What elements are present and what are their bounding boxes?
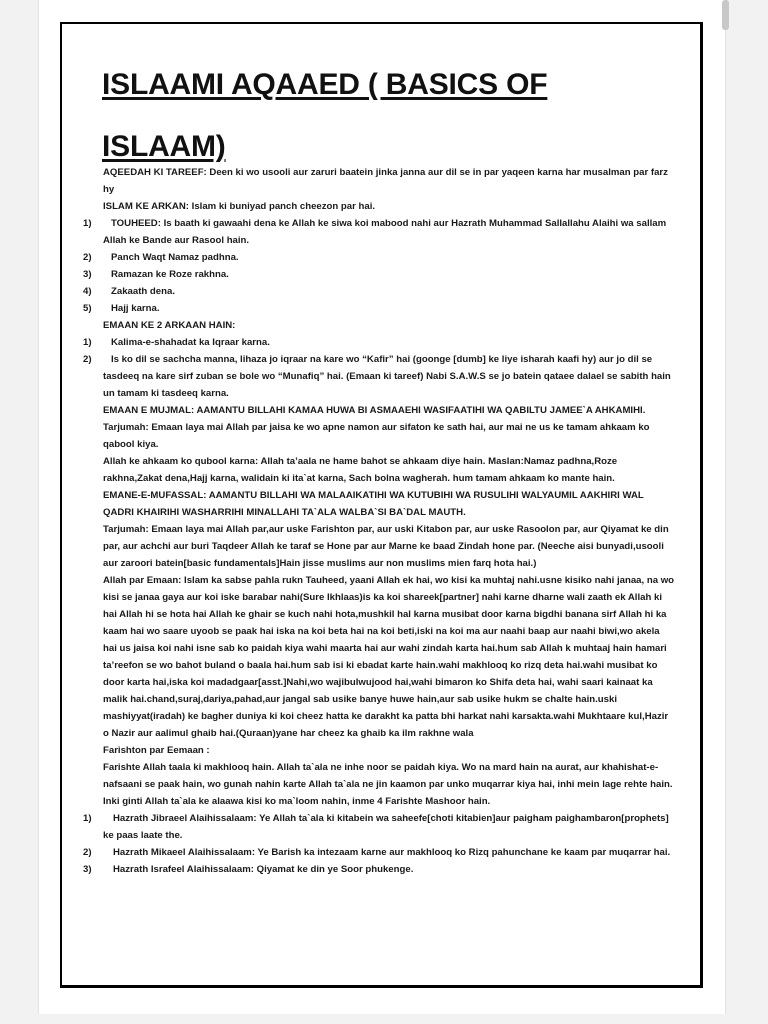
list-number: 1) bbox=[83, 337, 92, 348]
list-item bbox=[83, 351, 676, 402]
list-number: 2) bbox=[83, 252, 92, 263]
farishte-paragraph: Farishte Allah taala ki makhlooq hain. Allah ta`ala ne inhe noor se paidah kiya. Wo na mard hain na aurat, aur khahishat-e-nafsaani se paak hain, wo gunah nahin karte Allah ta`ala ne jin kaamon par unko muqarrar kiya hai, inhi mein lage rehte hain. Inki ginti Allah ta`ala ke alaawa kisi ko ma`loom nahin, inme 4 Farishte Mashoor hain. bbox=[103, 762, 673, 807]
list-number: 2) bbox=[83, 354, 92, 365]
tarjumah-mufassal: Tarjumah: Emaan laya mai Allah par,aur uske Farishton par, aur uski Kitabon par, aur uske Rasoolon par, aur Qiyamat ke din par, aur achchi aur buri Taqdeer Allah ke taraf se Hone par aur Marne ke baad Zindah hone par. (Neeche aisi bunyadi,usooli aur zaroori batein[basic fundamentals]Hain jisse muslims aur non muslims mien farq hota hai.) bbox=[103, 524, 669, 569]
farishton-heading: Farishton par Eemaan : bbox=[103, 745, 210, 756]
list-item bbox=[83, 334, 676, 351]
list-text: Is ko dil se sachcha manna, lihaza jo iqraar na kare wo “Kafir” hai (goonge [dumb] ke liye isharah kaafi hy) aur jo dil se tasdeeq na kare sirf zuban se bole wo “Munafiq” hai. (Emaan ki tareef) Nabi S.A.W.S se jo batein qataee dalael se sabith hain un tamam ki tasdeeq karna. bbox=[103, 354, 671, 399]
list-number: 3) bbox=[83, 864, 92, 875]
emaan-arkan-heading: EMAAN KE 2 ARKAAN HAIN: bbox=[103, 320, 236, 331]
list-number: 1) bbox=[83, 218, 92, 229]
list-item bbox=[83, 266, 676, 283]
list-item bbox=[83, 810, 676, 844]
list-text: Hazrath Mikaeel Alaihissalaam: Ye Barish ka intezaam karne aur makhlooq ko Rizq pahunchane ke kaam par muqarrar hai. bbox=[113, 847, 671, 858]
list-text: TOUHEED: Is baath ki gawaahi dena ke Allah ke siwa koi mabood nahi aur Hazrath Muhammad Sallallahu Alaihi wa sallam Allah ke Bande aur Rasool hain. bbox=[103, 218, 667, 246]
list-number: 4) bbox=[83, 286, 92, 297]
ahkaam-paragraph: Allah ke ahkaam ko qubool karna: Allah ta’aala ne hame bahot se ahkaam diye hain. Maslan:Namaz padhna,Roze rakhna,Zakat dena,Hajj karna, walidain ki ita`at karna, Sach bolna wagherah. hum tamam ahkaam ko mante hain. bbox=[103, 456, 618, 484]
list-text: Panch Waqt Namaz padhna. bbox=[111, 252, 239, 263]
list-item bbox=[83, 844, 676, 861]
list-text: Hazrath Israfeel Alaihissalaam: Qiyamat ke din ye Soor phukenge. bbox=[113, 864, 414, 875]
list-item bbox=[83, 300, 676, 317]
emaan-mujmal: EMAAN E MUJMAL: AAMANTU BILLAHI KAMAA HUWA BI ASMAAEHI WASIFAATIHI WA QABILTU JAMEE`A AHKAMIHI. bbox=[103, 405, 646, 416]
list-item bbox=[83, 215, 676, 249]
list-text: Hajj karna. bbox=[111, 303, 160, 314]
list-number: 2) bbox=[83, 847, 92, 858]
list-item bbox=[83, 283, 676, 300]
list-item bbox=[83, 861, 676, 878]
emaan-mufassal: EMANE-E-MUFASSAL: AAMANTU BILLAHI WA MALAAIKATIHI WA KUTUBIHI WA RUSULIHI WALYAUMIL AAKHIRI WAL QADRI KHAIRIHI WASHARRIHI MINALLAHI TA`ALA WALBA`SI BA`DAL MAUTH. bbox=[103, 490, 644, 518]
arkan-intro: ISLAM KE ARKAN: Islam ki buniyad panch cheezon par hai. bbox=[103, 201, 376, 212]
allah-par-emaan: Allah par Emaan: Islam ka sabse pahla rukn Tauheed, yaani Allah ek hai, wo kisi ka muhtaj nahi.usne kisiko nahi janaa, na wo kisi se janaa gaya aur koi iske barabar nahi(Sure Ikhlaas)is ka koi shareek[partner] nahi karne dharne wali zaath ek Allah ki hai Allah hi se hota hai Allah ke ghair se kuch nahi hota,mushkil hal karna musibat door karna bigdhi banana sirf Allah hi ka kaam hai wo saare uyoob se paak hai iska na koi beta hai na koi beti,iski na koi ma aur naahi baap aur naahi biwi,wo akela hai us jaisa koi nahi isne sab ko paidah kiya wahi maarta hai aur wahi zindah karta hai.hum sab Allah k muhtaaj hain hamari ta’reefon se wo bahot buland o baala hai.hum sab isi ki ebadat karte hain.wahi makhlooq ko rizq deta hai.wahi musibat ko door karta hai,iska koi madadgaar[asst.]Nahi,wo wajibulwujood hai,wahi bimaron ko Shifa deta hai, wahi saari kainaat ka malik hai.chand,suraj,dariya,pahad,aur jangal sab usike banye huwe hain,aur sab usike hukm se chalte hain.uski mashiyyat(iradah) ke bagher duniya ki koi cheez hatta ke darakht ka patta bhi harkat nahi karsakta.wahi Mukhtaare kul,Hazir o Nazir aur aalimul ghaib hai.(Quraan)yane har cheez ka ghaib ka ilm rakhne wala bbox=[103, 575, 675, 739]
list-text: Zakaath dena. bbox=[111, 286, 175, 297]
list-number: 5) bbox=[83, 303, 92, 314]
list-text: Ramazan ke Roze rakhna. bbox=[111, 269, 229, 280]
list-text: Kalima-e-shahadat ka Iqraar karna. bbox=[111, 337, 270, 348]
document-title: ISLAAMI AQAAED ( BASICS OF ISLAAM) bbox=[102, 68, 548, 163]
list-number: 1) bbox=[83, 813, 92, 824]
list-number: 3) bbox=[83, 269, 92, 280]
list-text: Hazrath Jibraeel Alaihissalaam: Ye Allah ta`ala ki kitabein wa saheefe[choti kitabien]aur paigham paighambaron[prophets] ke paas laate the. bbox=[103, 813, 669, 841]
list-item bbox=[83, 249, 676, 266]
tarjumah-mujmal: Tarjumah: Emaan laya mai Allah par jaisa ke wo apne namon aur sifaton ke sath hai, aur mai ne us ke tamam ahkaam ko qabool kiya. bbox=[103, 422, 650, 450]
document-body bbox=[83, 164, 676, 878]
scrollbar-thumb[interactable] bbox=[722, 0, 729, 30]
aqeedah-definition: AQEEDAH KI TAREEF: Deen ki wo usooli aur zaruri baatein jinka janna aur dil se in par yaqeen karna har musalman par farz hy bbox=[103, 167, 668, 195]
